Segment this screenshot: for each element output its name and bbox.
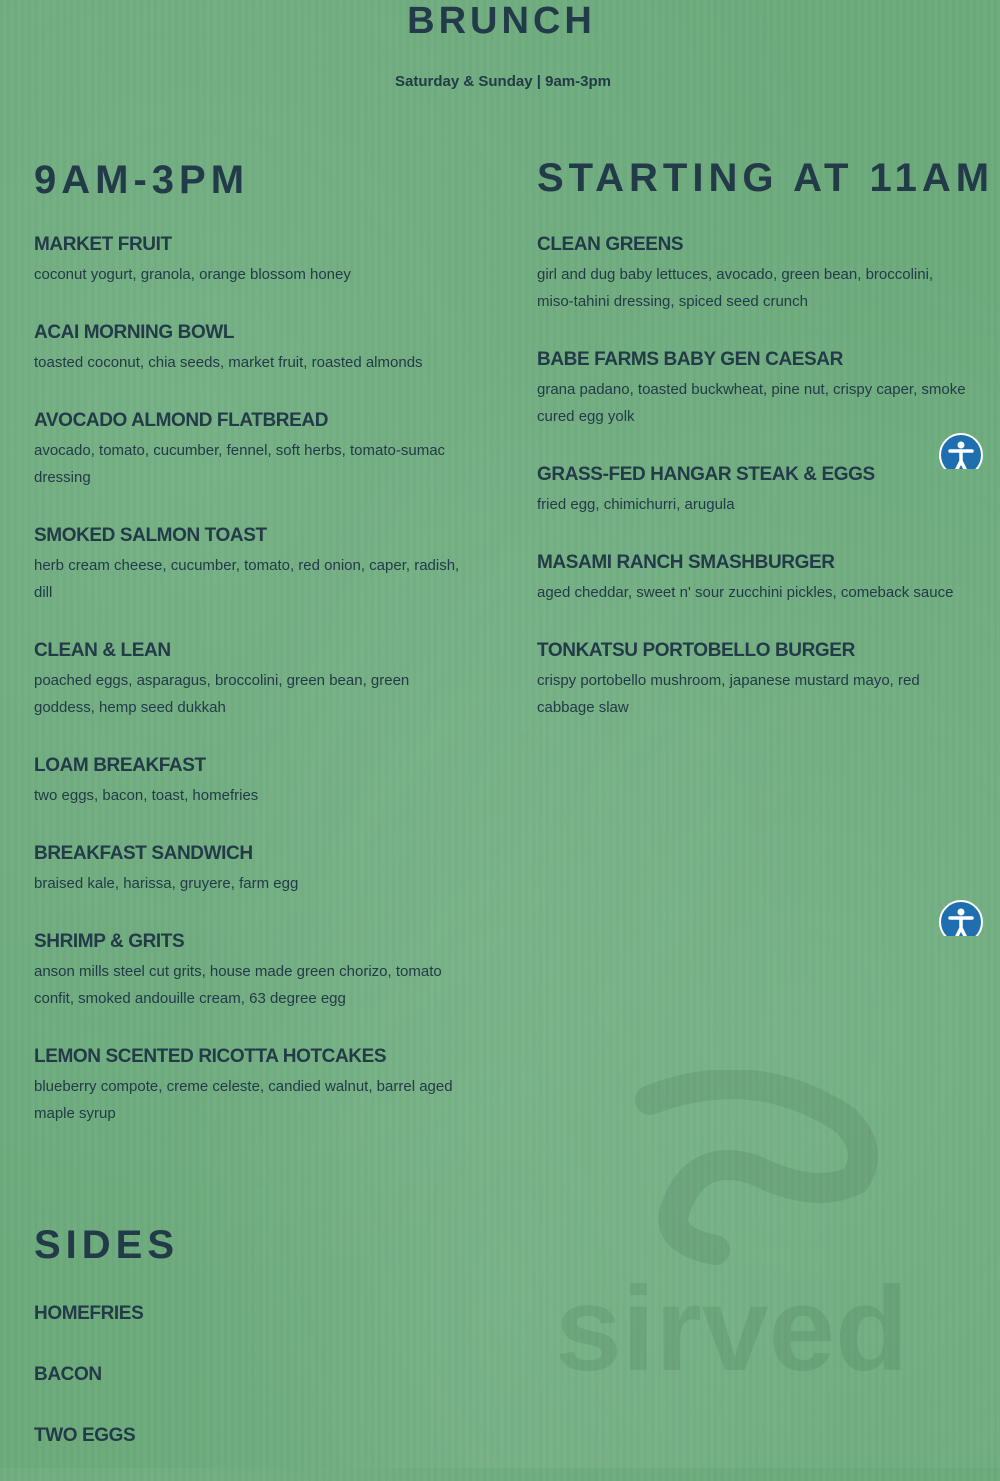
menu-item-description: avocado, tomato, cucumber, fennel, soft herbs, tomato-sumac dressing [34, 442, 446, 486]
menu-item [34, 750, 474, 809]
hours-subtitle: Saturday & Sunday | 9am-3pm [395, 73, 611, 90]
right-section [537, 156, 994, 750]
menu-item-name: SHRIMP & GRITS [34, 931, 185, 952]
menu-item [34, 926, 474, 1012]
menu-list [34, 229, 474, 1127]
menu-item-description: poached eggs, asparagus, broccolini, green bean, green goddess, hemp seed dukkah [34, 672, 410, 716]
menu-item-name: GRASS-FED HANGAR STEAK & EGGS [537, 464, 875, 485]
menu-item-description: grana padano, toasted buckwheat, pine nut, crispy caper, smoke cured egg yolk [537, 381, 966, 425]
menu-item-description: two eggs, bacon, toast, homefries [34, 787, 259, 804]
menu-item-name: CLEAN & LEAN [34, 640, 171, 661]
menu-item [34, 1041, 474, 1127]
menu-item-description: herb cream cheese, cucumber, tomato, red onion, caper, radish, dill [34, 557, 460, 601]
menu-item [537, 229, 972, 315]
menu-item [34, 405, 474, 491]
svg-text:sirved: sirved [555, 1262, 909, 1390]
accessibility-icon [939, 433, 983, 469]
sides-section [34, 1223, 179, 1481]
menu-item [34, 520, 474, 606]
menu-item-description: braised kale, harissa, gruyere, farm egg [34, 875, 299, 892]
menu-item-description: coconut yogurt, granola, orange blossom honey [34, 266, 351, 283]
section-heading: SIDES [34, 1223, 180, 1267]
menu-item-name: MASAMI RANCH SMASHBURGER [537, 552, 835, 573]
menu-item-description: blueberry compote, creme celeste, candied walnut, barrel aged maple syrup [34, 1078, 453, 1122]
menu-item-name: BABE FARMS BABY GEN CAESAR [537, 349, 843, 370]
menu-item-name: ACAI MORNING BOWL [34, 322, 235, 343]
menu-item-name: CLEAN GREENS [537, 234, 684, 255]
menu-item [537, 635, 972, 721]
sides-list [34, 1298, 179, 1452]
menu-item-description: crispy portobello mushroom, japanese mustard mayo, red cabbage slaw [537, 672, 920, 716]
menu-item-name: LEMON SCENTED RICOTTA HOTCAKES [34, 1046, 387, 1067]
side-item: HOMEFRIES [34, 1303, 144, 1324]
accessibility-button[interactable] [938, 433, 986, 469]
page-title: BRUNCH [407, 0, 596, 42]
menu-item-description: girl and dug baby lettuces, avocado, green bean, broccolini, miso-tahini dressing, spiced seed crunch [537, 266, 934, 310]
menu-item [537, 344, 972, 430]
menu-item-description: toasted coconut, chia seeds, market fruit, roasted almonds [34, 354, 423, 371]
menu-item-name: AVOCADO ALMOND FLATBREAD [34, 410, 329, 431]
accessibility-icon [939, 900, 983, 936]
menu-item [34, 838, 474, 897]
menu-item [34, 635, 474, 721]
menu-item [537, 459, 972, 518]
menu-item-name: SMOKED SALMON TOAST [34, 525, 267, 546]
side-item: BACON [34, 1364, 102, 1385]
section-heading: STARTING AT 11AM [537, 156, 995, 200]
menu-item-name: MARKET FRUIT [34, 234, 172, 255]
menu-item [537, 547, 972, 606]
menu-item-description: fried egg, chimichurri, arugula [537, 496, 735, 513]
menu-item-name: BREAKFAST SANDWICH [34, 843, 253, 864]
menu-list [537, 229, 972, 721]
menu-item [34, 229, 474, 288]
menu-item-name: TONKATSU PORTOBELLO BURGER [537, 640, 855, 661]
left-section [34, 158, 474, 1156]
accessibility-button[interactable] [938, 900, 986, 936]
section-heading: 9AM-3PM [34, 158, 250, 202]
menu-item-description: aged cheddar, sweet n' sour zucchini pickles, comeback sauce [537, 584, 954, 601]
menu-item [34, 317, 474, 376]
menu-item-name: LOAM BREAKFAST [34, 755, 206, 776]
side-item: TWO EGGS [34, 1425, 136, 1446]
watermark-logo [555, 1070, 955, 1395]
menu-item-description: anson mills steel cut grits, house made green chorizo, tomato confit, smoked andouille cream, 63 degree egg [34, 963, 442, 1007]
